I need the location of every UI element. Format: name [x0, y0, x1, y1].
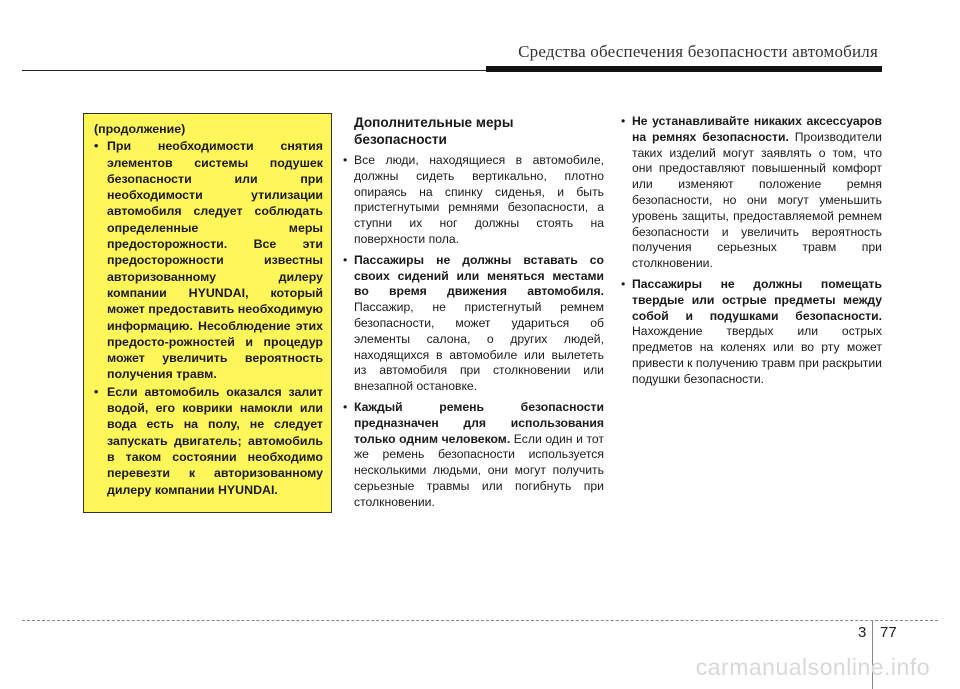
- chapter-number: 3: [858, 624, 867, 641]
- safety-item: [341, 400, 604, 511]
- header-divider: [22, 70, 492, 71]
- safety-item-bold: Не устанавливайте никаких аксессуаров на ремнях безопасности.: [632, 114, 882, 144]
- safety-item-bold: Пассажиры не должны вставать со своих сидений или меняться местами во время движения автомобиля.: [354, 252, 604, 299]
- warning-item: • Если автомобиль оказался залит водой, его коврики намокли или вода есть на полу, не следует запускать двигатель; автомобиль в таком состоянии необходимо перевезти к авторизованному дилеру компании HYUNDAI.: [94, 384, 323, 498]
- section-heading: Средства обеспечения безопасности автомобиля: [518, 42, 878, 61]
- header-bar: [486, 66, 882, 72]
- safety-list-continued: [619, 114, 882, 388]
- safety-item-text: Производители таких изделий могут заявлять о том, что они предоставляют повышенный комфорт или изменяют положение ремня безопасности, но они могут уменьшить уровень защиты, предоставляемой ремнем безопасности и увеличить вероятность получения серьезных травм при столкновении.: [632, 129, 882, 271]
- safety-item-bold: Пассажиры не должны помещать твердые или острые предметы между собой и подушками безопасности.: [632, 276, 882, 323]
- footer-divider: [22, 620, 938, 621]
- safety-item: [341, 153, 604, 248]
- safety-item-bold: Каждый ремень безопасности предназначен для использования только одним человеком.: [354, 399, 604, 446]
- warning-box: [83, 113, 332, 513]
- safety-item: [341, 253, 604, 395]
- watermark: carmanualsonline.info: [695, 654, 930, 680]
- safety-list: [341, 153, 604, 511]
- safety-item-text: Пассажир, не пристегнутый ремнем безопасности, может удариться об элементы салона, о других людей, находящихся в автомобиле или вылететь из автомобиля при столкновении или внезапной остановке.: [354, 300, 604, 394]
- text-column-middle: [341, 114, 604, 516]
- warning-item: • При необходимости снятия элементов системы подушек безопасности или при необходимости утилизации автомобиля следует соблюдать определенные меры предосторожности. Все эти предосторожности известны авторизованному дилеру компании HYUNDAI, который может предоставить необходимую информацию. Несоблюдение этих предосто-рожностей и процедур может увеличить вероятность получения травм.: [94, 138, 323, 382]
- safety-item-text: Все люди, находящиеся в автомобиле, должны сидеть вертикально, плотно опираясь на спинку сиденья, и быть пристегнутыми ремнями безопасности, а ступни их ног должны стоять на поверхности пола.: [354, 153, 604, 246]
- safety-item-text: Если один и тот же ремень безопасности используется несколькими людьми, они могут получить серьезные травмы или погибнуть при столкновении.: [354, 431, 605, 509]
- section-title: Дополнительные меры безопасности: [354, 115, 514, 147]
- text-column-right: [619, 114, 882, 393]
- safety-item: [619, 114, 882, 272]
- safety-item: [619, 277, 882, 388]
- warning-list: [94, 138, 323, 498]
- page-number: 77: [880, 624, 897, 641]
- safety-item-text: Нахождение твердых или острых предметов на коленях или во рту может привести к получению травм при раскрытии подушки безопасности.: [632, 324, 882, 386]
- warning-continued-label: (продолжение): [94, 122, 186, 136]
